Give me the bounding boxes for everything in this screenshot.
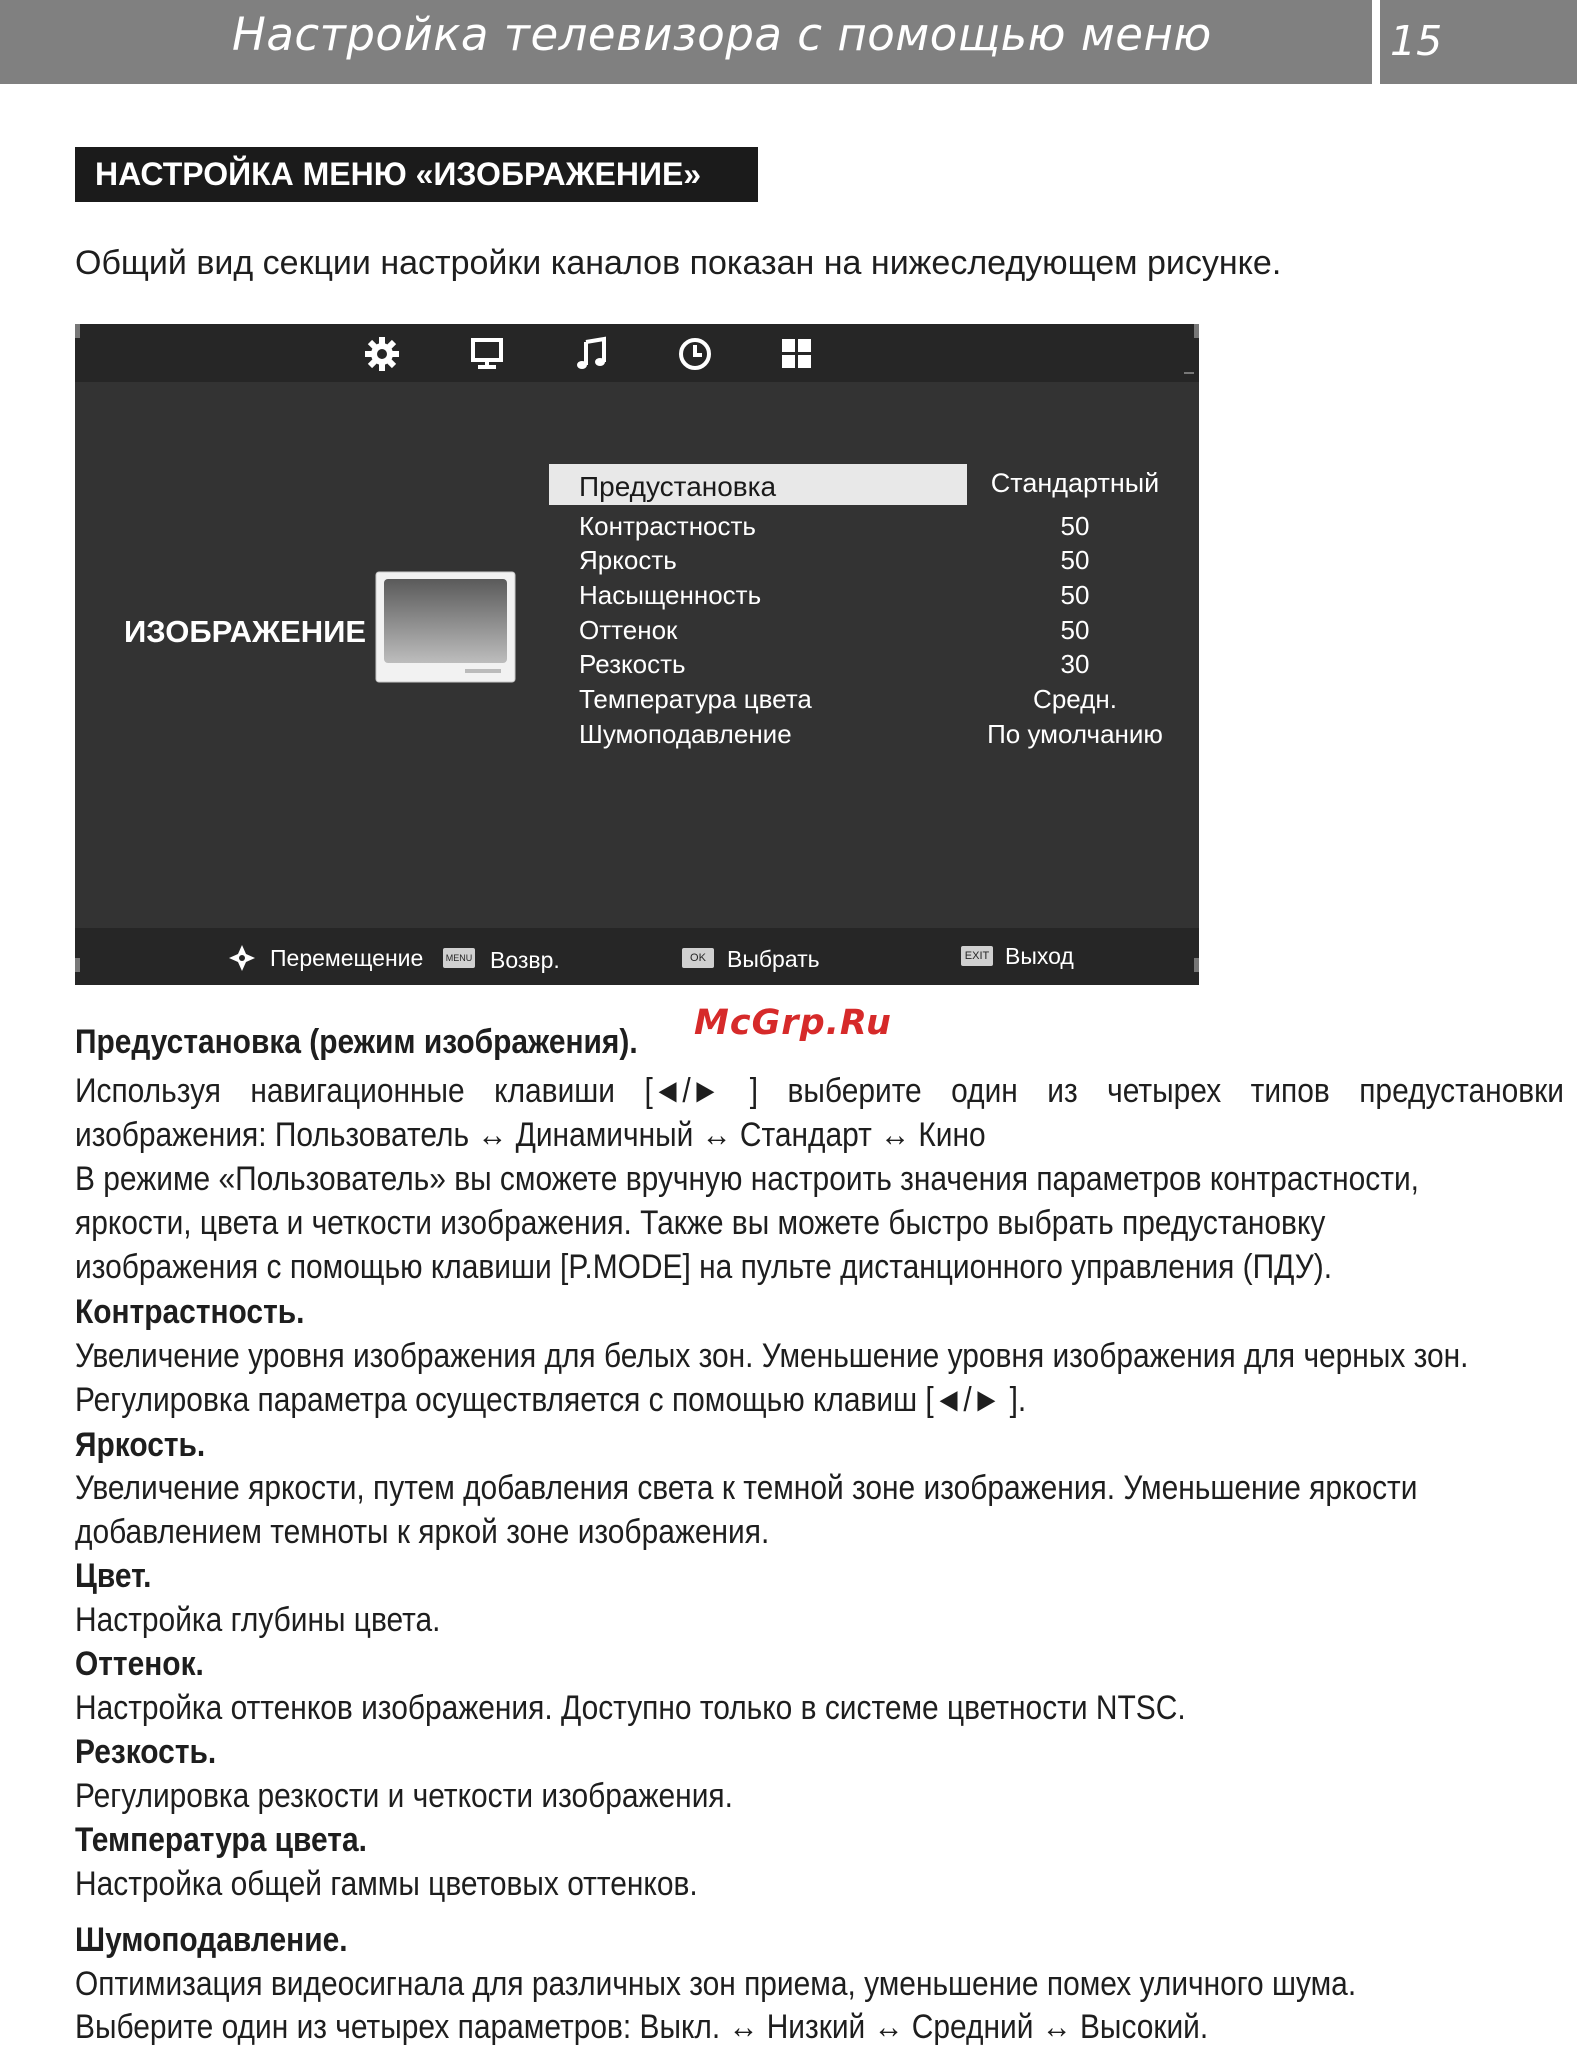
heading-noise-reduction: Шумоподавление. bbox=[75, 1921, 348, 1959]
footer-select-label[interactable]: Выбрать bbox=[727, 946, 820, 972]
heading-color: Цвет. bbox=[75, 1557, 152, 1595]
page-number-box bbox=[1380, 0, 1577, 84]
gear-icon[interactable] bbox=[362, 334, 402, 374]
noise-reduction-paragraph-1: Оптимизация видеосигнала для различных зон приема, уменьшение помех уличного шума. bbox=[75, 1965, 1357, 2003]
header-title: Настройка телевизора с помощью меню bbox=[232, 8, 1212, 61]
menu-value-contrast: 50 bbox=[1060, 511, 1090, 541]
noise-reduction-paragraph-2: Выберите один из четырех параметров: Выкл. ↔ Низкий ↔ Средний ↔ Высокий. bbox=[75, 2008, 1209, 2046]
ok-key-icon: OK bbox=[682, 948, 714, 968]
color-paragraph-1: Настройка глубины цвета. bbox=[75, 1601, 441, 1639]
tv-picture-icon bbox=[375, 571, 516, 683]
preset-paragraph-3: В режиме «Пользователь» вы сможете вручную настроить значения параметров контрастности, bbox=[75, 1160, 1419, 1198]
navigate-icon bbox=[228, 944, 256, 972]
frame-corner bbox=[75, 958, 80, 972]
menu-value-saturation: 50 bbox=[1060, 580, 1090, 610]
heading-brightness: Яркость. bbox=[75, 1426, 206, 1464]
preset-paragraph-2: изображения: Пользователь ↔ Динамичный ↔ Стандарт ↔ Кино bbox=[75, 1116, 986, 1154]
menu-item-noise-reduction[interactable]: Шумоподавление bbox=[579, 719, 792, 749]
menu-item-sharpness[interactable]: Резкость bbox=[579, 649, 686, 679]
tv-menu-screen bbox=[75, 324, 1199, 985]
brightness-paragraph-1: Увеличение яркости, путем добавления света к темной зоне изображения. Уменьшение яркости bbox=[75, 1469, 1418, 1507]
page-number: 15 bbox=[1390, 17, 1443, 65]
heading-contrast: Контрастность. bbox=[75, 1293, 305, 1331]
heading-tint: Оттенок. bbox=[75, 1645, 204, 1683]
menu-tab-bar bbox=[75, 324, 1199, 382]
menu-title: ИЗОБРАЖЕНИЕ bbox=[124, 614, 367, 649]
menu-item-tint[interactable]: Оттенок bbox=[579, 615, 678, 645]
footer-exit-label[interactable]: Выход bbox=[1005, 943, 1074, 969]
tint-paragraph-1: Настройка оттенков изображения. Доступно только в системе цветности NTSC. bbox=[75, 1689, 1186, 1727]
menu-item-brightness[interactable]: Яркость bbox=[579, 545, 677, 575]
menu-value-preset: Стандартный bbox=[990, 468, 1160, 498]
menu-value-noise-reduction: По умолчанию bbox=[987, 719, 1163, 749]
frame-corner bbox=[75, 324, 80, 338]
grid-icon[interactable] bbox=[777, 334, 817, 374]
heading-sharpness: Резкость. bbox=[75, 1733, 217, 1771]
menu-value-color-temp: Средн. bbox=[1033, 684, 1117, 714]
contrast-paragraph-2: Регулировка параметра осуществляется с помощью клавиш [◄/► ]. bbox=[75, 1381, 1027, 1419]
frame-corner bbox=[1194, 958, 1199, 972]
frame-corner bbox=[1194, 324, 1199, 338]
watermark-logo: McGrp.Ru bbox=[694, 1003, 892, 1043]
footer-move-label: Перемещение bbox=[270, 945, 424, 971]
color-temp-paragraph-1: Настройка общей гаммы цветовых оттенков. bbox=[75, 1865, 698, 1903]
footer-back-label[interactable]: Возвр. bbox=[490, 947, 560, 973]
menu-value-brightness: 50 bbox=[1060, 545, 1090, 575]
section-title: НАСТРОЙКА МЕНЮ «ИЗОБРАЖЕНИЕ» bbox=[75, 147, 758, 202]
menu-value-tint: 50 bbox=[1060, 615, 1090, 645]
clock-icon[interactable] bbox=[675, 334, 715, 374]
heading-preset: Предустановка (режим изображения). bbox=[75, 1023, 638, 1061]
contrast-paragraph-1: Увеличение уровня изображения для белых зон. Уменьшение уровня изображения для черных зон. bbox=[75, 1337, 1469, 1375]
page-header bbox=[0, 0, 1372, 84]
sharpness-paragraph-1: Регулировка резкости и четкости изображения. bbox=[75, 1777, 733, 1815]
preset-paragraph-5: изображения с помощью клавиши [P.MODE] на пульте дистанционного управления (ПДУ). bbox=[75, 1248, 1333, 1286]
music-note-icon[interactable] bbox=[572, 334, 612, 374]
menu-item-saturation[interactable]: Насыщенность bbox=[579, 580, 762, 610]
preset-paragraph-1: Используя навигационные клавиши [◄/► ] выберите один из четырех типов предустановки bbox=[75, 1072, 1564, 1110]
menu-item-preset[interactable]: Предустановка bbox=[579, 471, 777, 502]
preset-paragraph-4: яркости, цвета и четкости изображения. Также вы можете быстро выбрать предустановку bbox=[75, 1204, 1326, 1242]
menu-item-contrast[interactable]: Контрастность bbox=[579, 511, 756, 541]
monitor-icon[interactable] bbox=[467, 334, 507, 374]
heading-color-temp: Температура цвета. bbox=[75, 1821, 367, 1859]
scroll-mark bbox=[1184, 372, 1194, 374]
intro-text: Общий вид секции настройки каналов показан на нижеследующем рисунке. bbox=[75, 244, 1282, 282]
menu-value-sharpness: 30 bbox=[1060, 649, 1090, 679]
exit-key-icon: EXIT bbox=[961, 946, 993, 966]
brightness-paragraph-2: добавлением темноты к яркой зоне изображения. bbox=[75, 1513, 770, 1551]
menu-footer bbox=[75, 928, 1199, 985]
menu-key-icon: MENU bbox=[443, 948, 475, 968]
menu-item-color-temp[interactable]: Температура цвета bbox=[579, 684, 812, 714]
